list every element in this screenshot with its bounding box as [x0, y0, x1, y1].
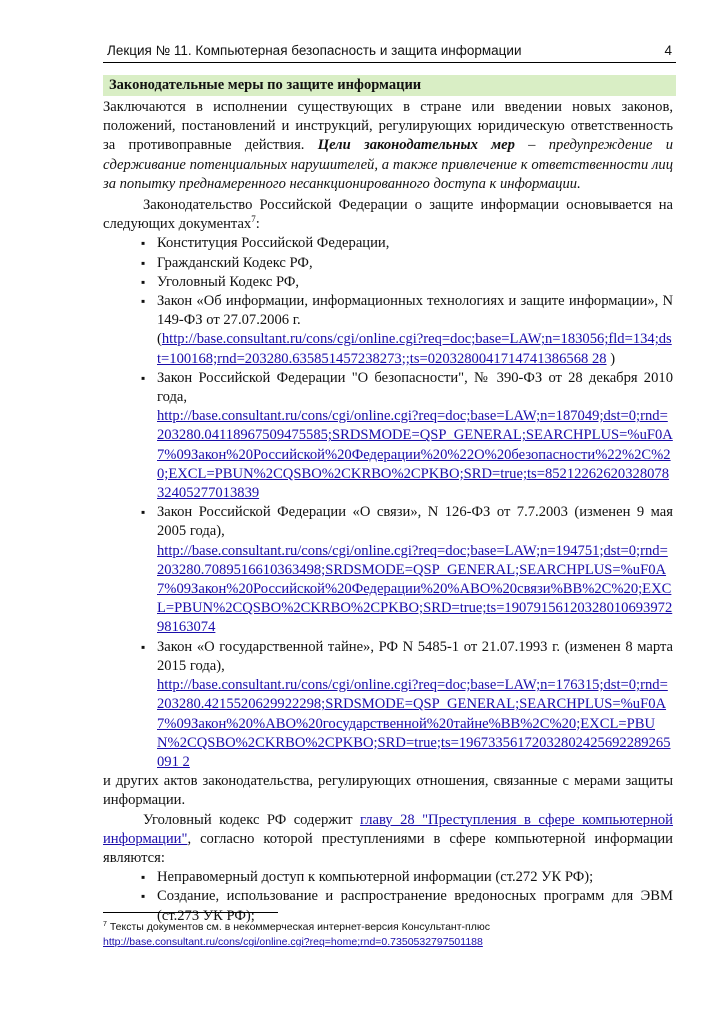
document-link-line — [157, 542, 673, 638]
document-link-line — [157, 407, 673, 503]
documents-list — [103, 234, 673, 772]
page-header — [103, 40, 676, 63]
bullet-icon: ▪ — [141, 639, 146, 654]
laws-intro-colon: : — [255, 216, 260, 233]
chapter-28-link[interactable]: главу 28 "Преступления в сфере компьютерной информации" — [103, 811, 673, 847]
bullet-icon: ▪ — [141, 236, 146, 251]
document-body — [103, 98, 673, 926]
list-item — [103, 638, 673, 772]
list-item — [103, 868, 673, 887]
crime-text: Неправомерный доступ к компьютерной информации (ст.272 УК РФ); — [157, 869, 594, 886]
document-link[interactable]: http://base.consultant.ru/cons/cgi/online.cgi?req=doc;base=LAW;n=176315;dst=0;rnd=203280.4215520629922298;SRDSMODE=QSP_GENERAL;SEARCHPLUS=%uF0A7%09Закон%20%ABО%20государственной%20тайне%BB%2C%20;EXCL=PBUN%2CQSBO%2CKRBO%2CPKBO;SRD=true;ts=19673356172032802425692289265091 2 — [157, 677, 671, 770]
page-number: 4 — [664, 43, 672, 58]
goals-text: – предупреждение и сдерживание потенциальных нарушителей, а также привлечение к ответственности лиц за попытку преднамеренного несанкционированного доступа к информации. — [103, 137, 674, 192]
criminal-text-1: Уголовный кодекс РФ содержит — [143, 811, 360, 828]
footnote-link[interactable]: http://base.consultant.ru/cons/cgi/online.cgi?req=home;rnd=0.7350532797501188 — [103, 936, 483, 948]
footnote-link-line — [103, 935, 676, 950]
footnote-text: Тексты документов см. в некоммерческая интернет-версия Консультант-плюс — [106, 921, 490, 933]
criminal-text-2: , согласно которой преступлениями в сфере компьютерной информации являются: — [103, 830, 673, 866]
link-suffix: ) — [606, 350, 616, 367]
laws-intro-text: Законодательство Российской Федерации о защите информации основывается на следующих документах — [103, 197, 673, 233]
document-link[interactable]: http://base.consultant.ru/cons/cgi/online.cgi?req=doc;base=LAW;n=194751;dst=0;rnd=203280.7089516610363498;SRDSMODE=QSP_GENERAL;SEARCHPLUS=%uF0A7%09Закон%20Российской%20Федерации%20%ABО%20связи%BB%2C%20;EXCL=PBUN%2CQSBO%2CKRBO%2CPKBO;SRD=true;ts=19079156120328010693972 98163074 — [157, 542, 673, 636]
document-name: Закон Российской Федерации «О связи», N 126-ФЗ от 7.7.2003 (изменен 9 мая 2005 года), — [157, 504, 673, 540]
bullet-icon: ▪ — [141, 870, 146, 885]
goals-label: Цели законодательных мер — [317, 137, 515, 154]
footnote-line — [103, 920, 676, 935]
link-prefix: ( — [157, 331, 162, 348]
list-item — [103, 273, 673, 292]
after-list-paragraph: и других актов законодательства, регулирующих отношения, связанные с мерами защиты информации. — [103, 773, 673, 809]
document-name: Гражданский Кодекс РФ, — [157, 254, 313, 271]
list-item — [103, 369, 673, 503]
bullet-icon: ▪ — [141, 889, 146, 904]
footnote-number: 7 — [103, 921, 107, 928]
footnote — [103, 920, 676, 950]
footnote-ref[interactable]: 7 — [251, 214, 256, 225]
intro-text: Заключаются в исполнении существующих в стране или введении новых законов, положений, постановлений и инструкций, регулирующих юридическую ответственность за противоправные действия. — [103, 99, 673, 154]
bullet-icon: ▪ — [141, 274, 146, 289]
list-item — [103, 292, 673, 369]
bullet-icon: ▪ — [141, 294, 146, 309]
intro-paragraph — [103, 98, 673, 194]
footnote-separator — [103, 912, 278, 913]
document-name: Закон Российской Федерации "О безопасности", № 390-ФЗ от 28 декабря 2010 года, — [157, 369, 673, 406]
document-name: Закон «О государственной тайне», РФ N 5485-1 от 21.07.1993 г. (изменен 8 марта 2015 года), — [157, 638, 673, 674]
list-item — [103, 254, 673, 273]
bullet-icon: ▪ — [141, 370, 146, 385]
document-link-line — [157, 330, 673, 368]
criminal-code-paragraph — [103, 811, 673, 869]
document-name: Конституция Российской Федерации, — [157, 235, 390, 252]
document-link-line — [157, 676, 673, 772]
document-name: Уголовный Кодекс РФ, — [157, 273, 300, 290]
bullet-icon: ▪ — [141, 505, 146, 520]
section-heading: Законодательные меры по защите информации — [103, 75, 676, 96]
list-item — [103, 234, 673, 253]
laws-intro-paragraph — [103, 196, 673, 234]
document-name: Закон «Об информации, информационных технологиях и защите информации», N 149-ФЗ от 27.07.2006 г. — [157, 293, 673, 329]
document-link[interactable]: http://base.consultant.ru/cons/cgi/online.cgi?req=doc;base=LAW;n=187049;dst=0;rnd=203280.04118967509475585;SRDSMODE=QSP_GENERAL;SEARCHPLUS=%uF0A7%09Закон%20Российской%20Федерации%20%22О%20безопасности%22%2C%20;EXCL=PBUN%2CQSBO%2CKRBO%2CPKBO;SRD=true;ts=8521226262032807832405277013839 — [157, 408, 673, 502]
header-title: Лекция № 11. Компьютерная безопасность и защита информации — [107, 43, 522, 58]
bullet-icon: ▪ — [141, 255, 146, 270]
crime-text: Создание, использование и распространение вредоносных программ для ЭВМ (ст.273 УК РФ); — [157, 888, 673, 924]
list-item — [103, 503, 673, 637]
crimes-list — [103, 868, 673, 926]
document-link[interactable]: http://base.consultant.ru/cons/cgi/online.cgi?req=doc;base=LAW;n=183056;fld=134;dst=100168;rnd=203280.635851457238273;;ts=0203280041714741386568 28 — [157, 331, 672, 367]
